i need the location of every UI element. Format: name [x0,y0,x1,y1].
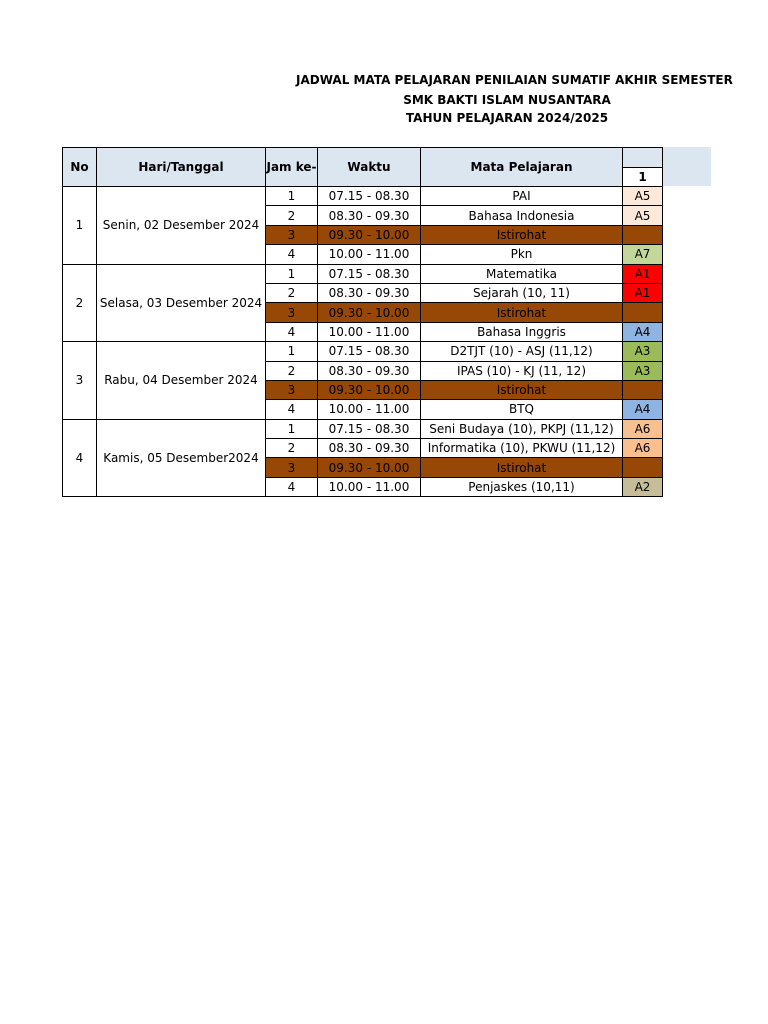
mapel-cell: Matematika [421,264,623,283]
waktu-cell: 07.15 - 08.30 [318,264,421,283]
mapel-cell: Bahasa Indonesia [421,206,623,225]
header-mata-pelajaran: Mata Pelajaran [421,148,623,187]
mapel-cell: Istirohat [421,458,623,477]
table-row [63,342,663,361]
ruang-cell [623,303,663,322]
table-row [63,187,663,206]
jam-cell: 4 [266,477,318,496]
jam-cell: 3 [266,303,318,322]
jam-cell: 2 [266,283,318,302]
jam-cell: 3 [266,225,318,244]
mapel-cell: Pkn [421,245,623,264]
ruang-cell: A7 [623,245,663,264]
mapel-cell: BTQ [421,400,623,419]
header-no: No [63,148,97,187]
jam-cell: 1 [266,264,318,283]
mapel-cell: Istirohat [421,380,623,399]
ruang-cell: A5 [623,206,663,225]
waktu-cell: 08.30 - 09.30 [318,361,421,380]
day-date-cell: Rabu, 04 Desember 2024 [97,342,266,420]
ruang-cell: A6 [623,419,663,438]
table-row [63,419,663,438]
waktu-cell: 08.30 - 09.30 [318,283,421,302]
mapel-cell: Istirohat [421,225,623,244]
mapel-cell: Bahasa Inggris [421,322,623,341]
waktu-cell: 09.30 - 10.00 [318,225,421,244]
jam-cell: 1 [266,342,318,361]
jam-cell: 4 [266,400,318,419]
waktu-cell: 08.30 - 09.30 [318,206,421,225]
mapel-cell: IPAS (10) - KJ (11, 12) [421,361,623,380]
ruang-cell [623,458,663,477]
ruang-cell [623,380,663,399]
jam-cell: 1 [266,419,318,438]
table-row [63,264,663,283]
jam-cell: 3 [266,458,318,477]
header-waktu: Waktu [318,148,421,187]
jam-cell: 2 [266,361,318,380]
day-date-cell: Selasa, 03 Desember 2024 [97,264,266,342]
ruang-cell: A3 [623,361,663,380]
day-number-cell: 1 [63,187,97,265]
day-number-cell: 3 [63,342,97,420]
mapel-cell: Informatika (10), PKWU (11,12) [421,439,623,458]
header-hari-tanggal: Hari/Tanggal [97,148,266,187]
mapel-cell: Penjaskes (10,11) [421,477,623,496]
academic-year: TAHUN PELAJARAN 2024/2025 [405,111,609,125]
day-number-cell: 2 [63,264,97,342]
mapel-cell: Sejarah (10, 11) [421,283,623,302]
header-ruang-number: 1 [623,168,663,187]
waktu-cell: 10.00 - 11.00 [318,400,421,419]
header-ruang-group [623,148,663,168]
ruang-cell: A4 [623,322,663,341]
waktu-cell: 10.00 - 11.00 [318,245,421,264]
waktu-cell: 08.30 - 09.30 [318,439,421,458]
ruang-cell: A1 [623,283,663,302]
ruang-cell: A2 [623,477,663,496]
ruang-cell [623,225,663,244]
ruang-cell: A5 [623,187,663,206]
day-date-cell: Senin, 02 Desember 2024 [97,187,266,265]
waktu-cell: 07.15 - 08.30 [318,187,421,206]
jam-cell: 1 [266,187,318,206]
mapel-cell: Istirohat [421,303,623,322]
schedule-body [63,187,663,497]
waktu-cell: 07.15 - 08.30 [318,342,421,361]
waktu-cell: 10.00 - 11.00 [318,477,421,496]
schedule-table [62,147,663,497]
document-title-block [0,0,768,140]
document-title: JADWAL MATA PELAJARAN PENILAIAN SUMATIF AKHIR SEMESTER [296,73,733,87]
ruang-cell: A3 [623,342,663,361]
ruang-cell: A1 [623,264,663,283]
header-jam: Jam ke- [266,148,318,187]
school-name: SMK BAKTI ISLAM NUSANTARA [403,93,611,107]
waktu-cell: 07.15 - 08.30 [318,419,421,438]
waktu-cell: 09.30 - 10.00 [318,303,421,322]
mapel-cell: PAI [421,187,623,206]
day-date-cell: Kamis, 05 Desember2024 [97,419,266,497]
jam-cell: 2 [266,206,318,225]
mapel-cell: D2TJT (10) - ASJ (11,12) [421,342,623,361]
jam-cell: 2 [266,439,318,458]
waktu-cell: 09.30 - 10.00 [318,380,421,399]
day-number-cell: 4 [63,419,97,497]
waktu-cell: 10.00 - 11.00 [318,322,421,341]
ruang-cell: A4 [623,400,663,419]
jam-cell: 3 [266,380,318,399]
ruang-cell: A6 [623,439,663,458]
jam-cell: 4 [266,322,318,341]
mapel-cell: Seni Budaya (10), PKPJ (11,12) [421,419,623,438]
waktu-cell: 09.30 - 10.00 [318,458,421,477]
jam-cell: 4 [266,245,318,264]
